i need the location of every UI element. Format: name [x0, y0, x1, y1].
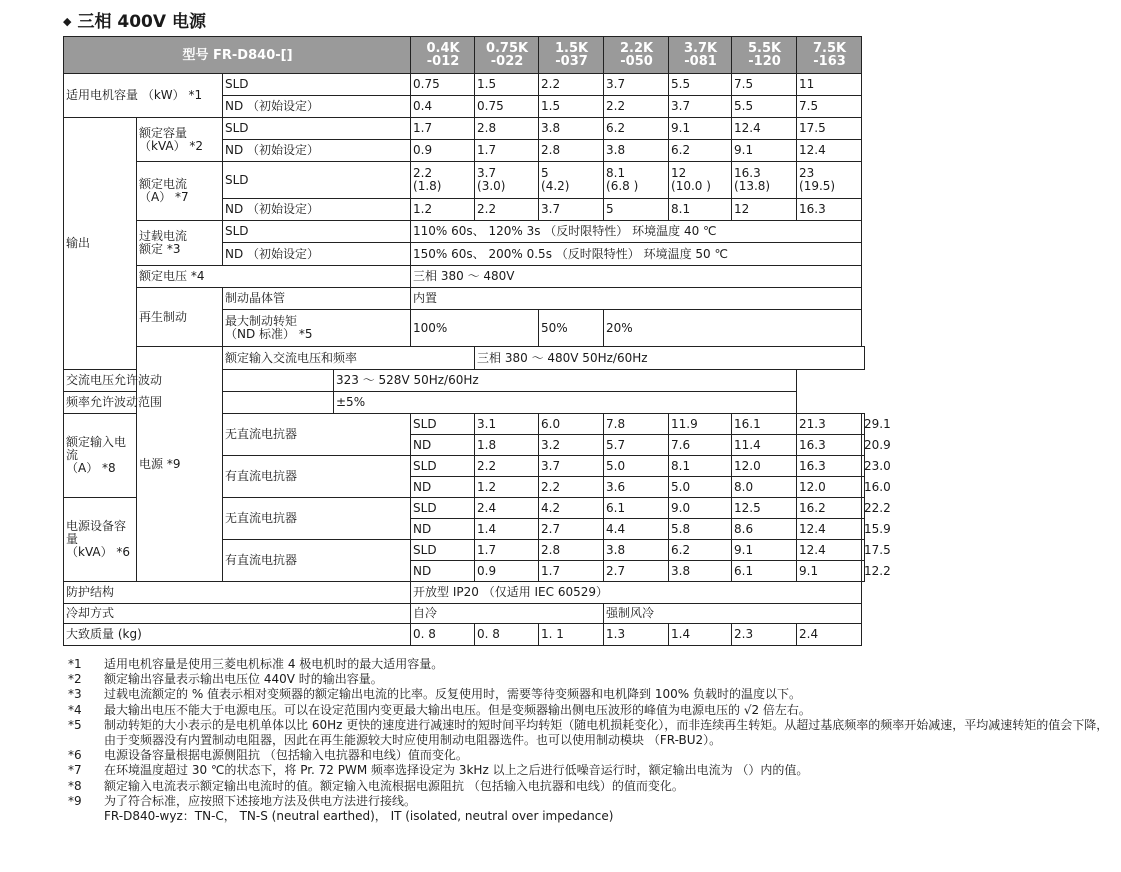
footnote-mark: *8 [68, 778, 82, 793]
protection-label: 防护结构 [64, 582, 411, 604]
sld-label: SLD [411, 540, 475, 561]
freq-fluct-label: 频率允许波动范围 [64, 392, 334, 414]
nd-label: ND [411, 435, 475, 456]
mass-value: 2.3 [732, 624, 797, 646]
value-cell: 3.7 [539, 199, 604, 221]
footnote-mark: *9 [68, 793, 82, 808]
value-cell: 2.8 [539, 140, 604, 162]
value-cell: 8.1 (6.8 ) [604, 162, 669, 199]
footnote-detail: FR-D840-wyz：TN-C， TN-S (neutral earthed)， IT (isolated, neutral over impedance) [104, 809, 614, 824]
table-row [64, 74, 865, 96]
nd-label: ND （初始设定） [223, 96, 411, 118]
brake-torque-value: 50% [539, 310, 604, 347]
footnote-text: 适用电机容量是使用三菱电机标准 4 极电机时的最大适用容量。 [104, 657, 444, 671]
value-cell: 0.9 [411, 140, 475, 162]
value-cell: 7.5 [732, 74, 797, 96]
page-title: ◆ 三相 400V 电源 [63, 12, 206, 32]
value-cell: 5.0 [604, 456, 669, 477]
value-cell: 6.1 [732, 561, 797, 582]
rated-capacity-label: 额定容量 （kVA） *2 [137, 118, 223, 162]
mass-value: 2.4 [797, 624, 862, 646]
value-cell: 17.5 [862, 540, 865, 561]
value-cell: 11 [797, 74, 862, 96]
value-cell: 7.8 [604, 414, 669, 435]
value-cell: 1.7 [475, 540, 539, 561]
output-label: 输出 [64, 118, 137, 370]
value-cell: 1.7 [411, 118, 475, 140]
value-cell: 16.0 [862, 477, 865, 498]
value-cell: 12.2 [862, 561, 865, 582]
value-cell: 2.2 [539, 74, 604, 96]
nd-label: ND （初始设定） [223, 140, 411, 162]
sld-label: SLD [223, 74, 411, 96]
max-brake-torque-label: 最大制动转矩 （ND 标准） *5 [223, 310, 411, 347]
brake-transistor-label: 制动晶体管 [223, 288, 411, 310]
table-row [64, 624, 865, 646]
value-cell: 16.1 [732, 414, 797, 435]
value-cell: 1.2 [411, 199, 475, 221]
rated-input-current-label: 额定输入电流 （A） *8 [64, 414, 137, 498]
value-cell: 1.7 [539, 561, 604, 582]
with-dc-reactor-label: 有直流电抗器 [223, 540, 411, 582]
value-cell: 2.4 [475, 498, 539, 519]
value-cell: 12.0 [797, 477, 862, 498]
footnote [68, 703, 1113, 718]
ac-fluct-value: 323 ～ 528V 50Hz/60Hz [334, 370, 797, 392]
brake-torque-value: 20% [604, 310, 862, 347]
value-cell: 3.8 [604, 140, 669, 162]
rated-current-label: 额定电流 （A） *7 [137, 162, 223, 221]
footnote [68, 763, 1113, 778]
footnote [68, 779, 1113, 794]
value-cell: 6.1 [604, 498, 669, 519]
sld-label: SLD [223, 162, 411, 199]
footnote [68, 718, 1113, 748]
table-row [64, 118, 865, 140]
value-cell: 29.1 [862, 414, 865, 435]
model-header: 0.75K -022 [475, 37, 539, 74]
table-row [64, 162, 865, 199]
footnote-text: 额定输入电流表示额定输出电流时的值。额定输入电流根据电源阻抗 （包括输入电抗器和电线）的值而变化。 [104, 778, 684, 793]
footnotes [68, 657, 1113, 824]
cooling-label: 冷却方式 [64, 604, 411, 624]
value-cell: 9.1 [732, 140, 797, 162]
value-cell: 22.2 [862, 498, 865, 519]
rated-voltage-label: 额定电压 *4 [137, 266, 411, 288]
rated-voltage-value: 三相 380 ～ 480V [411, 266, 862, 288]
footnote-mark: *7 [68, 763, 82, 778]
overload-label: 过载电流 额定 *3 [137, 221, 223, 266]
value-cell: 2.8 [475, 118, 539, 140]
value-cell: 7.6 [669, 435, 732, 456]
freq-fluct-value: ±5% [334, 392, 797, 414]
value-cell: 2.2 [475, 199, 539, 221]
footnote-text: 额定输出容量表示输出电压位 440V 时的输出容量。 [104, 672, 383, 687]
model-header: 2.2K -050 [604, 37, 669, 74]
diamond-bullet-icon: ◆ [63, 15, 72, 28]
mass-label: 大致质量 (kg) [64, 624, 411, 646]
value-cell: 3.8 [604, 540, 669, 561]
value-cell: 9.1 [732, 540, 797, 561]
nd-label: ND （初始设定） [223, 243, 411, 266]
footnote-text: 过载电流额定的 % 值表示相对变频器的额定输出电流的比率。反复使用时，需要等待变频器和电机降到 100% 负载时的温度以下。 [104, 687, 801, 702]
footnote-mark: *4 [68, 702, 82, 717]
mass-value: 1. 1 [539, 624, 604, 646]
regen-label: 再生制动 [137, 288, 223, 347]
value-cell: 3.8 [539, 118, 604, 140]
sld-label: SLD [411, 414, 475, 435]
value-cell: 2.2 [475, 456, 539, 477]
table-row [64, 347, 865, 370]
value-cell: 9.0 [669, 498, 732, 519]
model-header: 5.5K -120 [732, 37, 797, 74]
footnote [68, 657, 1113, 672]
value-cell: 4.4 [604, 519, 669, 540]
overload-sld-value: 110% 60s、 120% 3s （反时限特性） 环境温度 40 ℃ [411, 221, 862, 243]
value-cell: 5.0 [669, 477, 732, 498]
value-cell: 3.7 [669, 96, 732, 118]
value-cell: 11.9 [669, 414, 732, 435]
value-cell: 1.8 [475, 435, 539, 456]
model-header: 3.7K -081 [669, 37, 732, 74]
footnote-mark: *2 [68, 672, 82, 687]
footnote-mark: *1 [68, 657, 82, 671]
value-cell: 2.7 [539, 519, 604, 540]
value-cell: 16.3 [797, 456, 862, 477]
value-cell: 2.2 [539, 477, 604, 498]
mass-value: 0. 8 [411, 624, 475, 646]
sld-label: SLD [411, 456, 475, 477]
value-cell: 23 (19.5) [797, 162, 862, 199]
footnote-text: 制动转矩的大小表示的是电机单体以比 60Hz 更快的速度进行减速时的短时间平均转矩（随电机损耗变化），而非连续再生转矩。从超过基底频率的频率开始减速，平均减速转矩的值会下降，由于变频器没有内置制动电阻器，因此在再生能源较大时应使用制动电阻器选件。也可以使用制动模块 （FR-BU2）。 [104, 717, 1109, 748]
table-row [64, 392, 865, 414]
in-voltage-freq-value: 三相 380 ～ 480V 50Hz/60Hz [475, 347, 865, 370]
value-cell: 12 [732, 199, 797, 221]
value-cell: 6.2 [669, 540, 732, 561]
value-cell: 2.8 [539, 540, 604, 561]
value-cell: 12.4 [797, 519, 862, 540]
value-cell: 3.7 (3.0) [475, 162, 539, 199]
footnote-mark: *6 [68, 748, 82, 763]
value-cell: 5.7 [604, 435, 669, 456]
value-cell: 1.4 [475, 519, 539, 540]
value-cell: 8.1 [669, 199, 732, 221]
header-row [64, 37, 865, 74]
value-cell: 6.0 [539, 414, 604, 435]
value-cell: 3.1 [475, 414, 539, 435]
value-cell: 4.2 [539, 498, 604, 519]
no-dc-reactor-label: 无直流电抗器 [223, 414, 411, 456]
value-cell: 16.3 [797, 435, 862, 456]
value-cell: 8.0 [732, 477, 797, 498]
value-cell: 0.4 [411, 96, 475, 118]
footnote-text: 在环境温度超过 30 ℃的状态下，将 Pr. 72 PWM 频率选择设定为 3kHz 以上之后进行低噪音运行时，额定输出电流为 （）内的值。 [104, 763, 809, 778]
value-cell: 5.8 [669, 519, 732, 540]
sld-label: SLD [223, 118, 411, 140]
value-cell: 15.9 [862, 519, 865, 540]
value-cell: 1.7 [475, 140, 539, 162]
value-cell: 16.3 (13.8) [732, 162, 797, 199]
footnote-mark: *3 [68, 687, 82, 702]
ac-fluct-label: 交流电压允许波动 [64, 370, 334, 392]
value-cell: 9.1 [669, 118, 732, 140]
model-label: 型号 FR-D840-[] [64, 37, 411, 74]
brake-transistor-value: 内置 [411, 288, 862, 310]
footnote [68, 687, 1113, 702]
sld-label: SLD [223, 221, 411, 243]
spec-table [63, 36, 891, 646]
table-row [64, 288, 865, 310]
value-cell: 7.5 [797, 96, 862, 118]
value-cell: 5 (4.2) [539, 162, 604, 199]
value-cell: 0.75 [475, 96, 539, 118]
cooling-value: 强制风冷 [604, 604, 862, 624]
footnote-text: 电源设备容量根据电源侧阻抗 （包括输入电抗器和电线）值而变化。 [104, 748, 468, 763]
value-cell: 1.2 [475, 477, 539, 498]
value-cell: 11.4 [732, 435, 797, 456]
model-header: 7.5K -163 [797, 37, 862, 74]
table-row [64, 266, 865, 288]
no-dc-reactor-label: 无直流电抗器 [223, 498, 411, 540]
sld-label: SLD [411, 498, 475, 519]
footnote [68, 748, 1113, 763]
cooling-value: 自冷 [411, 604, 604, 624]
value-cell: 12.4 [797, 540, 862, 561]
nd-label: ND [411, 477, 475, 498]
value-cell: 3.2 [539, 435, 604, 456]
footnote-text: 最大输出电压不能大于电源电压。可以在设定范围内变更最大输出电压。但是变频器输出侧电压波形的峰值为电源电压的 √2 倍左右。 [104, 702, 811, 717]
mass-value: 1.4 [669, 624, 732, 646]
value-cell: 3.7 [604, 74, 669, 96]
power-capacity-label: 电源设备容量 （kVA） *6 [64, 498, 137, 582]
nd-label: ND （初始设定） [223, 199, 411, 221]
value-cell: 16.2 [797, 498, 862, 519]
value-cell: 3.6 [604, 477, 669, 498]
with-dc-reactor-label: 有直流电抗器 [223, 456, 411, 498]
footnote [68, 672, 1113, 687]
value-cell: 2.2 [604, 96, 669, 118]
power-label: 电源 *9 [137, 347, 223, 582]
value-cell: 3.8 [669, 561, 732, 582]
value-cell: 2.2 (1.8) [411, 162, 475, 199]
value-cell: 12.5 [732, 498, 797, 519]
table-row [64, 604, 865, 624]
mass-value: 0. 8 [475, 624, 539, 646]
value-cell: 8.1 [669, 456, 732, 477]
nd-label: ND [411, 519, 475, 540]
value-cell: 17.5 [797, 118, 862, 140]
protection-value: 开放型 IP20 （仅适用 IEC 60529） [411, 582, 862, 604]
value-cell: 5.5 [732, 96, 797, 118]
value-cell: 21.3 [797, 414, 862, 435]
value-cell: 6.2 [604, 118, 669, 140]
overload-nd-value: 150% 60s、 200% 0.5s （反时限特性） 环境温度 50 ℃ [411, 243, 862, 266]
mass-value: 1.3 [604, 624, 669, 646]
value-cell: 0.75 [411, 74, 475, 96]
table-row [64, 370, 865, 392]
brake-torque-value: 100% [411, 310, 539, 347]
table-row [64, 582, 865, 604]
footnote [68, 794, 1113, 809]
value-cell: 2.7 [604, 561, 669, 582]
value-cell: 12.4 [732, 118, 797, 140]
value-cell: 20.9 [862, 435, 865, 456]
value-cell: 8.6 [732, 519, 797, 540]
value-cell: 12.4 [797, 140, 862, 162]
value-cell: 23.0 [862, 456, 865, 477]
motor-capacity-label: 适用电机容量 （kW） *1 [64, 74, 223, 118]
value-cell: 1.5 [475, 74, 539, 96]
value-cell: 9.1 [797, 561, 862, 582]
in-voltage-freq-label: 额定输入交流电压和频率 [223, 347, 475, 370]
footnote-text: 为了符合标准，应按照下述接地方法及供电方法进行接线。 [104, 793, 417, 808]
value-cell: 16.3 [797, 199, 862, 221]
table-row [64, 221, 865, 243]
value-cell: 3.7 [539, 456, 604, 477]
model-header: 1.5K -037 [539, 37, 604, 74]
model-header: 0.4K -012 [411, 37, 475, 74]
footnote-mark: *5 [68, 717, 82, 732]
value-cell: 0.9 [475, 561, 539, 582]
value-cell: 12 (10.0 ) [669, 162, 732, 199]
value-cell: 6.2 [669, 140, 732, 162]
value-cell: 5 [604, 199, 669, 221]
value-cell: 5.5 [669, 74, 732, 96]
value-cell: 1.5 [539, 96, 604, 118]
nd-label: ND [411, 561, 475, 582]
value-cell: 12.0 [732, 456, 797, 477]
